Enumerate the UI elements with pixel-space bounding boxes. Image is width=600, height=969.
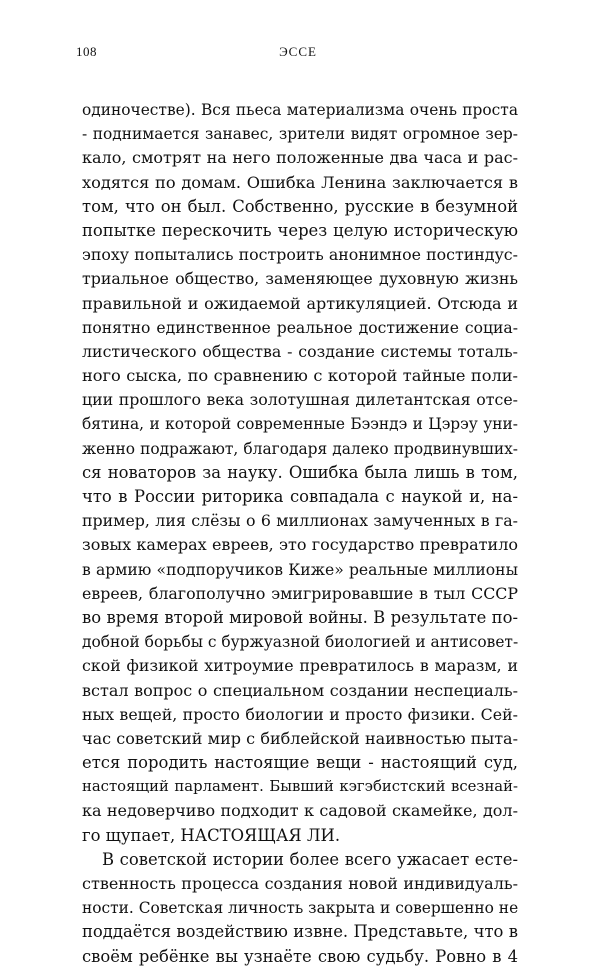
text-line: ется породить настоящие вещи - настоящий суд, — [82, 753, 518, 773]
text-line: В советской истории более всего ужасает есте- — [102, 849, 518, 869]
text-line: го щупает, НАСТОЯЩАЯ ЛИ. — [82, 825, 341, 845]
text-line: зовых камерах евреев, это государство превратило — [82, 535, 518, 555]
text-line: триальное общество, заменяющее духовную жизнь — [82, 269, 518, 289]
text-line: ся новаторов за науку. Ошибка была лишь в том, — [82, 462, 518, 482]
text-line: ка недоверчиво подходит к садовой скамейке, дол- — [82, 801, 518, 821]
text-line: - поднимается занавес, зрители видят огромное зер- — [82, 125, 518, 144]
text-line: поддаётся воздействию извне. Представьте, что в — [82, 922, 518, 942]
text-line: ской физикой хитроумие превратилось в маразм, и — [82, 656, 518, 676]
text-line: ции прошлого века золотушная дилетантская отсе- — [82, 390, 518, 410]
text-line: ного сыска, по сравнению с которой тайные поли- — [82, 366, 518, 386]
text-line: ности. Советская личность закрыта и совершенно не — [82, 899, 518, 918]
running-title: ЭССЕ — [279, 44, 317, 59]
text-line: понятно единственное реальное достижение социа- — [82, 318, 518, 337]
text-line: попытке перескочить через целую историческую — [82, 220, 518, 240]
body-text — [82, 98, 518, 969]
text-line: час советский мир с библейской наивностью пыта- — [82, 728, 518, 748]
text-line: добной борьбы с буржуазной биологией и антисовет- — [82, 633, 518, 652]
text-line: ных вещей, просто биологии и просто физики. Сей- — [82, 704, 518, 724]
text-line: листического общества - создание системы тоталь- — [82, 341, 518, 361]
text-line: настоящий парламент. Бывший кэгэбистский всезнай- — [82, 778, 518, 796]
text-line: женно подражают, благодаря далеко продвинувших- — [82, 439, 518, 458]
text-line: бятина, и которой современные Бээндэ и Цэрэу уни- — [82, 415, 518, 434]
text-line: в армию «подпоручиков Киже» реальные миллионы — [82, 560, 518, 579]
text-line: одиночестве). Вся пьеса материализма очень проста — [82, 101, 518, 119]
text-line: своём ребёнке вы узнаёте свою судьбу. Ровно в 4 — [82, 946, 518, 966]
text-line: правильной и ожидаемой артикуляцией. Отсюда и — [82, 293, 518, 313]
paragraph-2 — [82, 848, 518, 969]
running-header — [76, 44, 520, 64]
paragraph-1 — [82, 98, 518, 848]
text-line: том, что он был. Собственно, русские в безумной — [82, 196, 518, 216]
text-line: встал вопрос о специальном создании неспециаль- — [82, 680, 518, 700]
text-line: что в России риторика совпадала с наукой и, на- — [82, 487, 518, 506]
text-line: евреев, благополучно эмигрировавшие в тыл СССР — [82, 583, 518, 603]
text-line: ственность процесса создания новой индивидуаль- — [82, 874, 518, 893]
text-line: пример, лия слёзы о 6 миллионах замученных в га- — [82, 511, 518, 531]
text-line: кало, смотрят на него положенные два часа и рас- — [82, 148, 518, 168]
text-line: ходятся по домам. Ошибка Ленина заключается в — [82, 172, 518, 192]
text-line: во время второй мировой войны. В результате по- — [82, 607, 518, 627]
page-number: 108 — [76, 44, 97, 59]
text-line: эпоху попытались построить анонимное постиндус- — [82, 245, 518, 265]
